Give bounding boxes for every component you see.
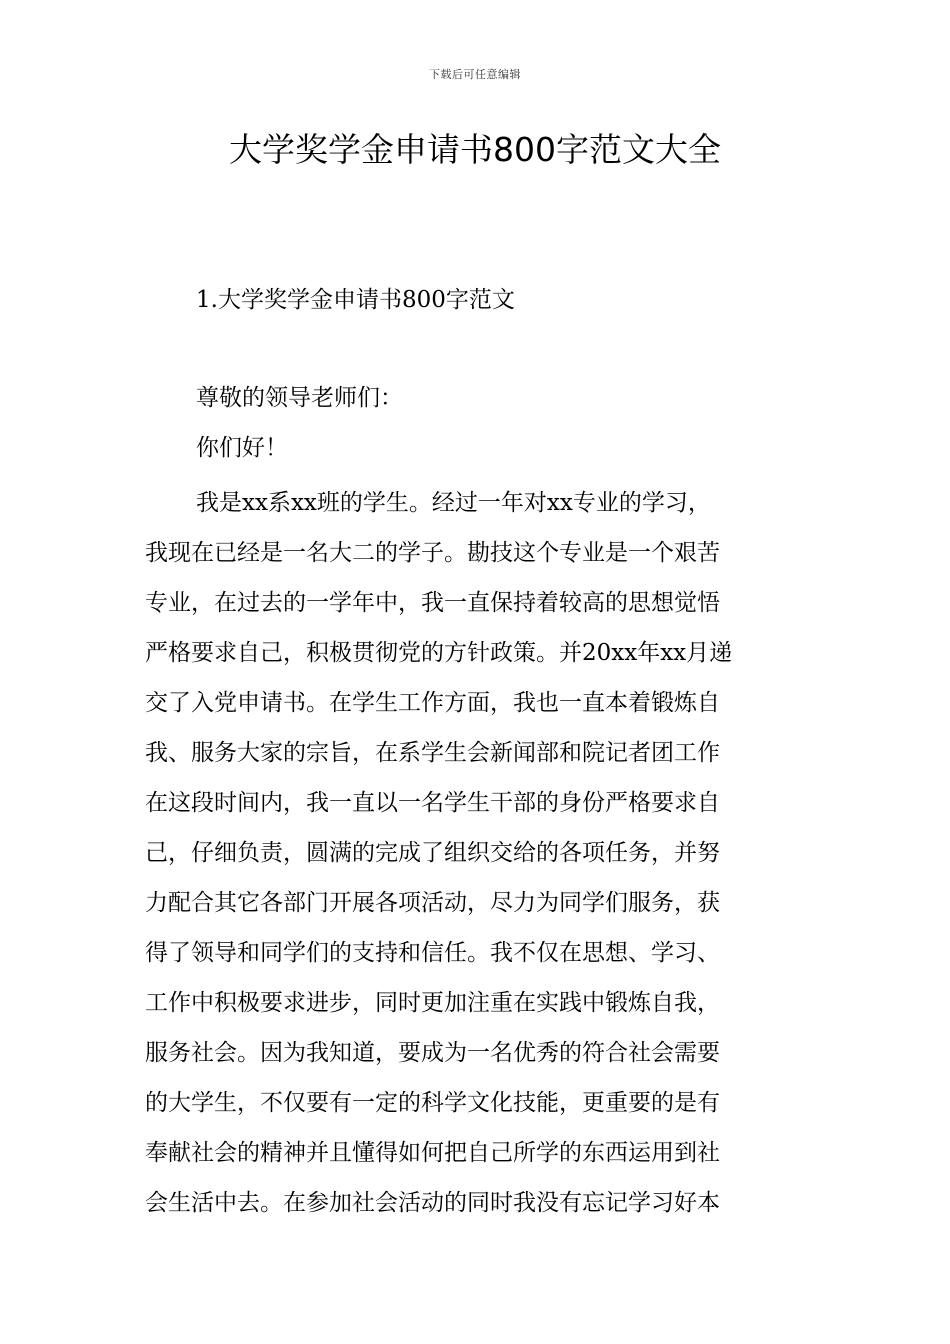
body-line: 得了领导和同学们的支持和信任。我不仅在思想、学习、 [145,940,720,966]
body-line: 会生活中去。在参加社会活动的同时我没有忘记学习好本 [145,1190,720,1216]
body-line: 交了入党申请书。在学生工作方面，我也一直本着锻炼自 [145,690,720,716]
body-line: 专业，在过去的一学年中，我一直保持着较高的思想觉悟 [145,590,720,616]
salutation: 尊敬的领导老师们： [196,385,403,411]
document-title: 大学奖学金申请书800字范文大全 [229,130,721,169]
header-note: 下载后可任意编辑 [429,68,521,81]
section-heading: 1.大学奖学金申请书800字范文 [196,287,515,313]
body-line: 的大学生，不仅要有一定的科学文化技能，更重要的是有 [145,1090,720,1116]
body-paragraph [145,478,807,1228]
body-line: 工作中积极要求进步，同时更加注重在实践中锻炼自我， [145,990,720,1016]
body-line: 己，仔细负责，圆满的完成了组织交给的各项任务，并努 [145,840,720,866]
body-line: 服务社会。因为我知道，要成为一名优秀的符合社会需要 [145,1040,720,1066]
body-line: 我是xx系xx班的学生。经过一年对xx专业的学习， [196,490,711,516]
greeting: 你们好！ [196,435,288,461]
body-line: 严格要求自己，积极贯彻党的方针政策。并20xx年xx月递 [145,640,733,666]
body-line: 奉献社会的精神并且懂得如何把自己所学的东西运用到社 [145,1140,720,1166]
body-line: 力配合其它各部门开展各项活动，尽力为同学们服务，获 [145,890,720,916]
body-line: 在这段时间内，我一直以一名学生干部的身份严格要求自 [145,790,720,816]
body-line: 我现在已经是一名大二的学子。勘技这个专业是一个艰苦 [145,540,720,566]
body-line: 我、服务大家的宗旨，在系学生会新闻部和院记者团工作 [145,740,720,766]
